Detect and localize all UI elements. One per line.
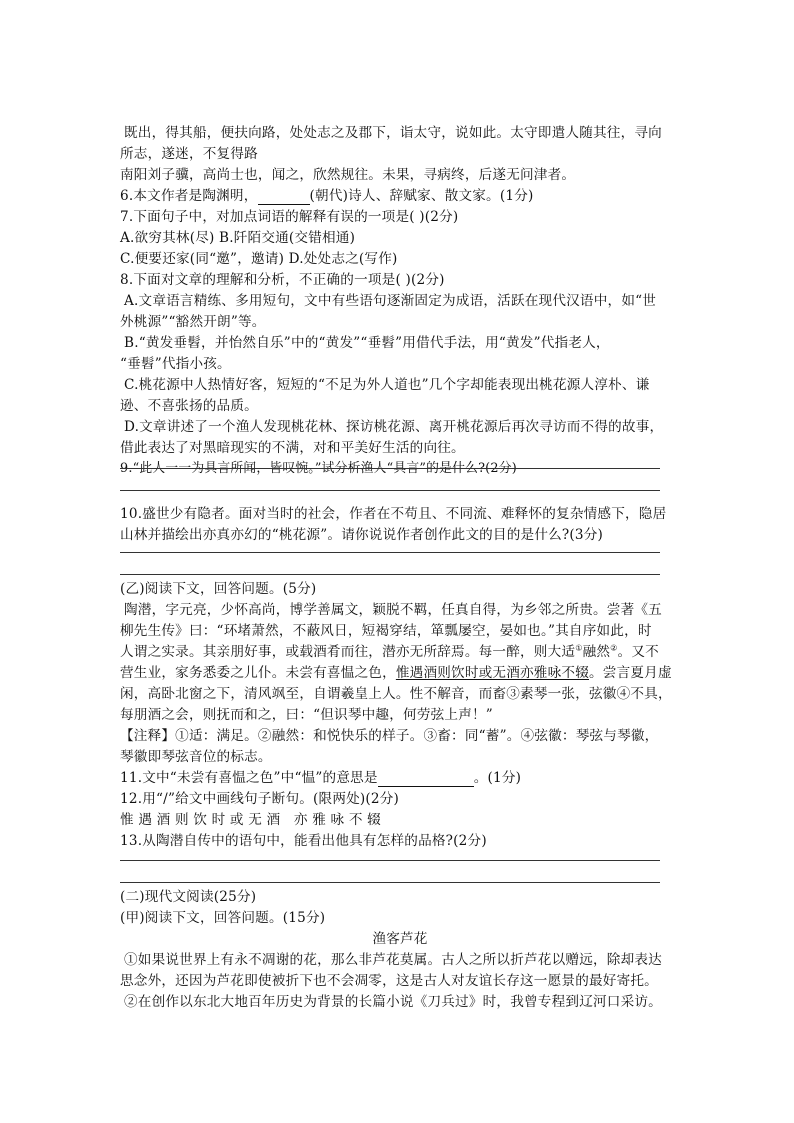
passage-text: 。又不 [617,644,659,660]
passage-line: 每朋酒之会，则抚而和之，曰：“但识琴中趣，何劳弦上声！” [120,707,493,723]
question-9-stem: 9.“此人一一为具言所闻，皆叹惋。”试分析渔人“具言”的是什么?(2分) [120,461,517,476]
section-jia-heading: (甲)阅读下文，回答问题。(15分) [120,910,326,926]
question-6-text-before: 6.本文作者是陶渊明， [120,188,258,204]
passage-text: 。尝言夏月虚 [589,665,672,681]
passage-line: 所志，遂迷，不复得路 [120,146,258,162]
option-d: D.文章讲述了一个渔人发现桃花林、探访桃花源、离开桃花源后再次寻访而不得的故事， [124,419,664,435]
underlined-sentence: 惟遇酒则饮时或无酒亦雅咏不辍 [395,665,589,681]
question-10-line2: 山林并描绘出亦真亦幻的“桃花源”。请你说说作者创作此文的目的是什么?(3分) [120,527,604,543]
answer-blank[interactable] [258,190,310,205]
section-yi-heading: (乙)阅读下文，回答问题。(5分) [120,581,317,597]
article-paragraph-1: ①如果说世界上有永不凋谢的花，那么非芦花莫属。古人之所以折芦花以赠远，除却表达 [124,952,662,968]
option-c-cont: 逊、不喜张扬的品质。 [120,398,258,414]
footnote-marker: ① [575,643,583,653]
footnote-marker: ② [610,643,618,653]
passage-line: 陶潜，字元亮，少怀高尚，博学善属文，颖脱不羁，任真自得，为乡邻之所贵。尝著《五 [124,602,662,618]
passage-line: 南阳刘子骥，高尚士也，闻之，欣然规往。未果，寻病终，后遂无问津者。 [120,167,576,183]
passage-line: 闲，高卧北窗之下，清风飒至，自谓羲皇上人。性不解音，而畜③素琴一张，弦徽④不具， [120,686,672,702]
passage-line [120,664,672,682]
question-11-text-before: 11.文中“未尝有喜愠之色”中“愠”的意思是 [120,770,378,786]
question-8-stem: 8.下面对文章的理解和分析，不正确的一项是( )(2分) [120,272,445,288]
question-13-stem: 13.从陶潜自传中的语句中，能看出他具有怎样的品格?(2分) [120,833,487,849]
answer-line[interactable] [120,490,660,491]
question-7-options-cd: C.便要还家(同“邀”，邀请) D.处处志之(写作) [120,251,398,267]
question-10-line1: 10.盛世少有隐者。面对当时的社会，作者在不苟且、不同流、难释怀的复杂情感下，隐居 [120,506,667,522]
question-7-stem: 7.下面句子中，对加点词语的解释有误的一项是( )(2分) [120,209,459,225]
article-paragraph-1-cont: 思念外，还因为芦花即使被折下也不会凋零，这是古人对友谊长存这一愿景的最好寄托。 [120,973,658,989]
answer-line[interactable] [120,574,660,575]
question-12-stem: 12.用“/”给文中画线句子断句。(限两处)(2分) [120,791,400,807]
answer-blank[interactable] [378,772,474,787]
article-title: 渔客芦花 [372,931,428,947]
annotation-note: 【注释】①适：满足。②融然：和悦快乐的样子。③畜：同“蓄”。④弦徽：琴弦与琴徽， [120,728,659,744]
question-11 [120,769,521,787]
question-7-options-ab: A.欲穷其林(尽) B.阡陌交通(交错相通) [120,230,356,246]
sentence-to-punctuate: 惟 遇 酒 则 饮 时 或 无 酒 亦 雅 咏 不 辍 [120,812,381,828]
passage-line: 柳先生传》曰：“环堵萧然，不蔽风日，短褐穿结，箪瓢屡空，晏如也。”其自序如此，时 [120,623,652,639]
answer-line[interactable] [120,882,660,883]
option-d-cont: 借此表达了对黑暗现实的不满，对和平美好生活的向往。 [120,440,465,456]
option-a-cont: 外桃源”“豁然开朗”等。 [120,314,266,330]
annotation-note: 琴徽即琴弦音位的标志。 [120,749,272,765]
article-paragraph-2: ②在创作以东北大地百年历史为背景的长篇小说《刀兵过》时，我曾专程到辽河口采访。 [124,994,662,1010]
passage-text: 营生业，家务悉委之儿仆。未尝有喜愠之色， [120,665,396,681]
passage-text: 人谓之实录。其亲朋好事，或载酒肴而往，潜亦无所辞焉。每一醉，则大适 [120,644,576,660]
answer-line[interactable] [120,860,660,861]
answer-line[interactable] [120,552,660,553]
passage-line: 既出，得其船，便扶向路，处处志之及郡下，诣太守，说如此。太守即遣人随其往，寻向 [124,125,662,141]
question-6-text-after: (朝代)诗人、辞赋家、散文家。(1分) [309,188,534,204]
passage-line [120,643,659,661]
question-6 [120,187,534,205]
question-11-text-after: 。(1分) [473,770,522,786]
section-modern-heading: (二)现代文阅读(25分) [120,889,257,905]
option-b-cont: “垂髫”代指小孩。 [120,356,231,372]
option-a: A.文章语言精练、多用短句，文中有些语句逐渐固定为成语，活跃在现代汉语中，如“世 [124,293,657,309]
option-c: C.桃花源中人热情好客，短短的“不足为外人道也”几个字却能表现出桃花源人淳朴、谦 [124,377,650,393]
passage-text: 融然 [582,644,611,660]
option-b: B.“黄发垂髫，并怡然自乐”中的“黄发”“垂髫”用借代手法，用“黄发”代指老人， [124,335,610,351]
answer-line[interactable] [120,468,660,469]
